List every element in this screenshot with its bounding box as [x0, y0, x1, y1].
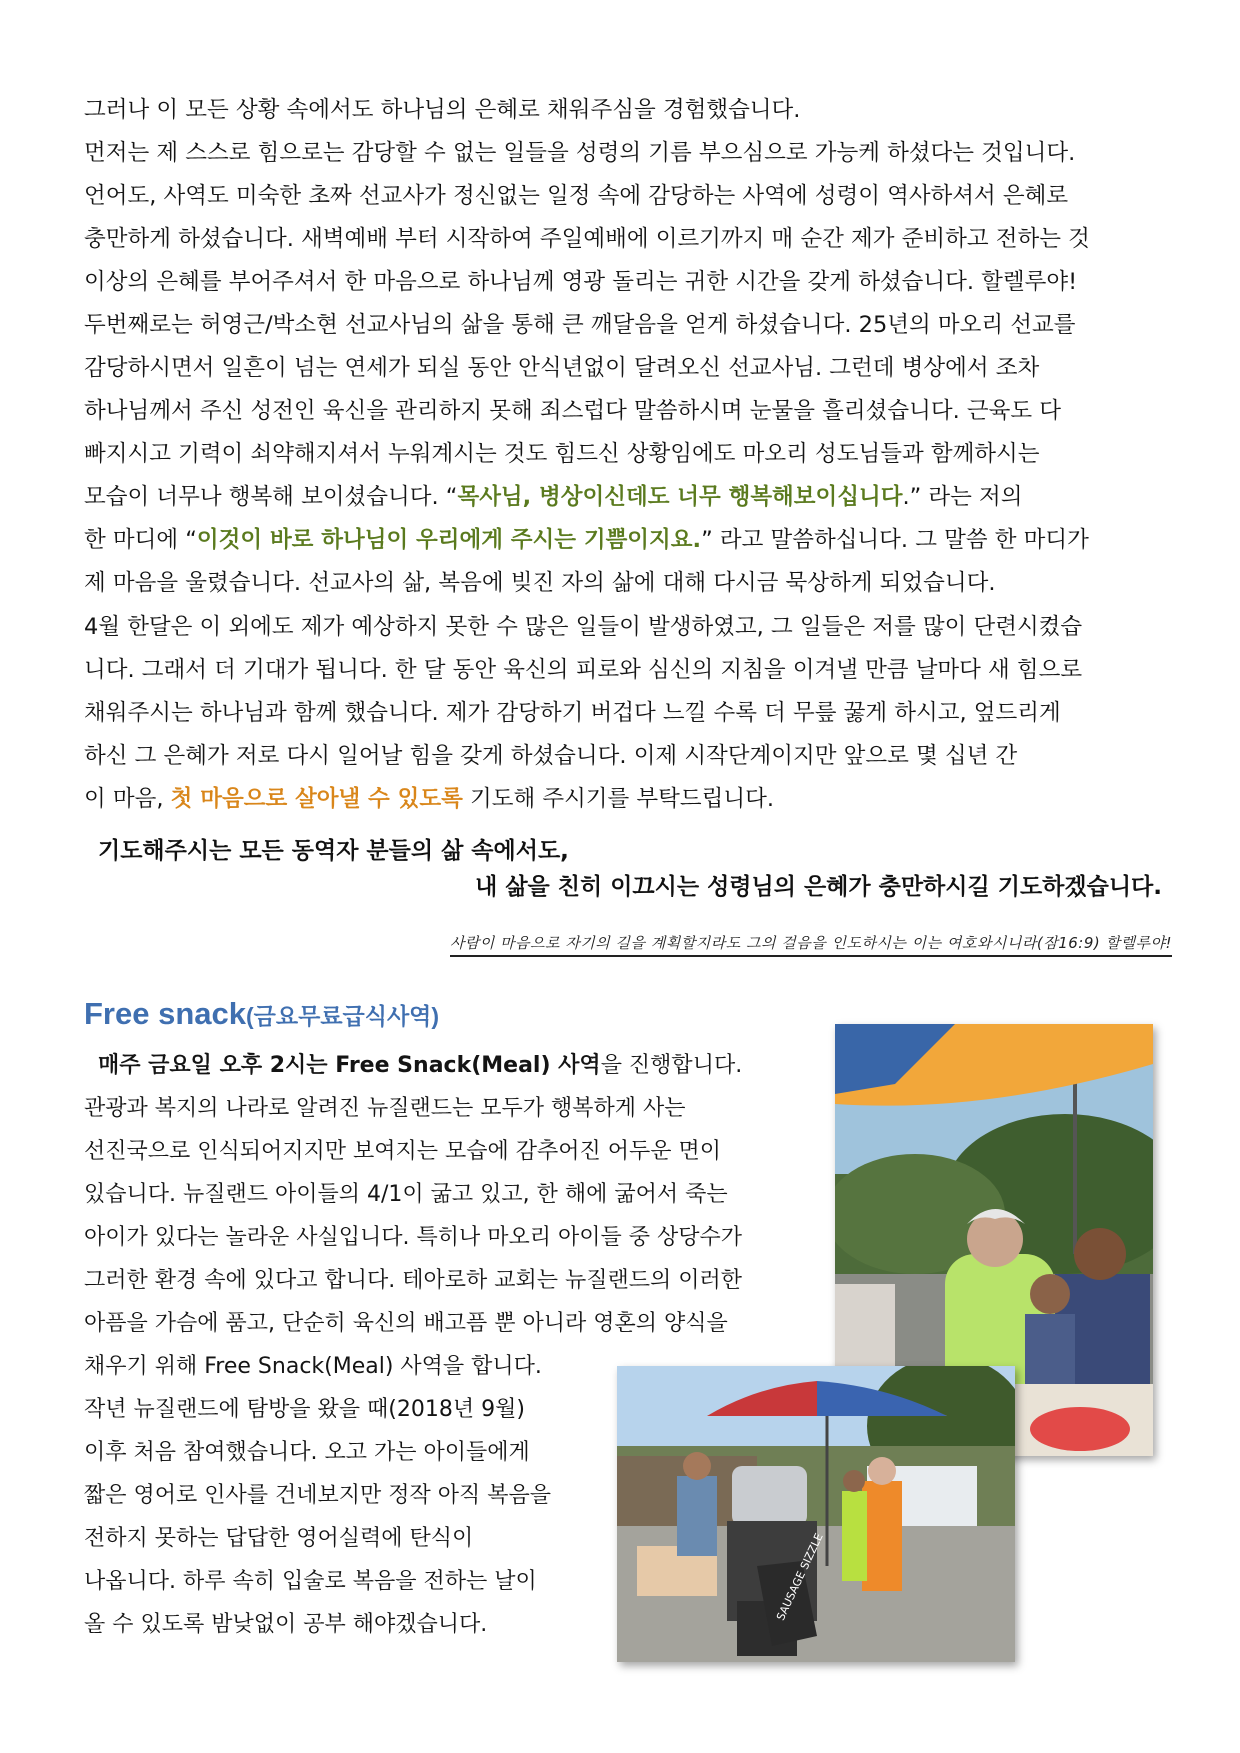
text-line: 먼저는 제 스스로 힘으로는 감당할 수 없는 일들을 성령의 기름 부으심으로 가능케 하셨다는 것입니다.	[84, 140, 1076, 166]
text-line: 채워주시는 하나님과 함께 했습니다. 제가 감당하기 버겁다 느낄 수록 더 무릎 꿇게 하시고, 엎드리게	[84, 700, 1061, 726]
bible-verse: 사람이 마음으로 자기의 길을 계획할지라도 그의 걸음을 인도하시는 이는 여호와시니라(잠16:9) 할렐루야!	[450, 932, 1172, 957]
highlight-quote: 이것이 바로 하나님이 우리에게 주시는 기쁨이지요.	[196, 527, 702, 553]
closing-line-2: 내 삶을 친히 이끄시는 성령님의 은혜가 충만하시길 기도하겠습니다.	[475, 874, 1162, 900]
text-line	[84, 519, 1169, 562]
paragraph-missionary	[84, 304, 1169, 605]
paragraph-grace	[84, 89, 1169, 304]
text-line: 그러나 이 모든 상황 속에서도 하나님의 은혜로 채워주심을 경험했습니다.	[84, 97, 801, 123]
text-line: 아이가 있다는 놀라운 사실입니다. 특히나 마오리 아이들 중 상당수가	[84, 1225, 742, 1250]
section-title-sub: (금요무료급식사역)	[246, 1003, 440, 1029]
text-line: 하나님께서 주신 성전인 육신을 관리하지 못해 죄스럽다 말씀하시며 눈물을 흘리셨습니다. 근육도 다	[84, 398, 1061, 424]
text-line	[84, 476, 1169, 519]
text-segment: 모습이 너무나 행복해 보이셨습니다. “	[84, 484, 458, 510]
text-line: 짧은 영어로 인사를 건네보지만 정작 아직 복음을	[84, 1483, 552, 1508]
text-line	[84, 1044, 824, 1087]
text-line: 작년 뉴질랜드에 탐방을 왔을 때(2018년 9월)	[84, 1397, 525, 1422]
text-line: 이상의 은혜를 부어주셔서 한 마음으로 하나님께 영광 돌리는 귀한 시간을 갖게 하셨습니다. 할렐루야!	[84, 269, 1078, 295]
photo-sausage-sizzle-stand	[617, 1366, 1015, 1662]
text-segment: 기도해 주시기를 부탁드립니다.	[462, 786, 774, 812]
text-line: 전하지 못하는 답답한 영어실력에 탄식이	[84, 1526, 474, 1551]
highlight-phrase: 첫 마음으로 살아낼 수 있도록	[170, 786, 463, 812]
text-line: 그러한 환경 속에 있다고 합니다. 테아로하 교회는 뉴질랜드의 이러한	[84, 1268, 742, 1293]
text-line: 하신 그 은혜가 저로 다시 일어날 힘을 갖게 하셨습니다. 이제 시작단계이지만 앞으로 몇 십년 간	[84, 743, 1018, 769]
text-line: 충만하게 하셨습니다. 새벽예배 부터 시작하여 주일예배에 이르기까지 매 순간 제가 준비하고 전하는 것	[84, 226, 1090, 252]
text-line: 있습니다. 뉴질랜드 아이들의 4/1이 굶고 있고, 한 해에 굶어서 죽는	[84, 1182, 728, 1207]
text-segment: 을 진행합니다.	[600, 1053, 743, 1078]
text-line: 두번째로는 허영근/박소현 선교사님의 삶을 통해 큰 깨달음을 얻게 하셨습니다. 25년의 마오리 선교를	[84, 312, 1076, 338]
free-snack-paragraph-2	[84, 1388, 604, 1646]
text-line: 선진국으로 인식되어지지만 보여지는 모습에 감추어진 어두운 면이	[84, 1139, 722, 1164]
free-snack-paragraph	[84, 1044, 824, 1388]
text-segment: .” 라는 저의	[902, 484, 1023, 510]
intro-bold: 매주 금요일 오후 2시는 Free Snack(Meal) 사역	[98, 1053, 601, 1078]
text-line: 아픔을 가슴에 품고, 단순히 육신의 배고픔 뿐 아니라 영혼의 양식을	[84, 1311, 728, 1336]
text-segment: 한 마디에 “	[84, 527, 197, 553]
text-line: 나옵니다. 하루 속히 입술로 복음을 전하는 날이	[84, 1569, 537, 1594]
text-line: 빠지시고 기력이 쇠약해지셔서 누워계시는 것도 힘드신 상황임에도 마오리 성도님들과 함께하시는	[84, 441, 1040, 467]
paragraph-april	[84, 606, 1169, 821]
text-line	[84, 778, 1169, 821]
text-line: 4월 한달은 이 외에도 제가 예상하지 못한 수 많은 일들이 발생하였고, 그 일들은 저를 많이 단련시켰습	[84, 614, 1083, 640]
text-line: 이후 처음 참여했습니다. 오고 가는 아이들에게	[84, 1440, 530, 1465]
text-segment: 이 마음,	[84, 786, 171, 812]
text-segment: ” 라고 말씀하십니다. 그 말씀 한 마디가	[701, 527, 1089, 553]
section-title	[84, 996, 439, 1032]
text-line: 언어도, 사역도 미숙한 초짜 선교사가 정신없는 일정 속에 감당하는 사역에 성령이 역사하셔서 은혜로	[84, 183, 1069, 209]
text-line: 채우기 위해 Free Snack(Meal) 사역을 합니다.	[84, 1354, 542, 1379]
highlight-quote: 목사님, 병상이신데도 너무 행복해보이십니다	[457, 484, 903, 510]
closing-line-1: 기도해주시는 모든 동역자 분들의 삶 속에서도,	[98, 838, 569, 864]
sign-text: SAUSAGE SIZZLE	[774, 1531, 826, 1623]
text-line: 니다. 그래서 더 기대가 됩니다. 한 달 동안 육신의 피로와 심신의 지침을 이겨낼 만큼 날마다 새 힘으로	[84, 657, 1083, 683]
section-title-main: Free snack	[84, 996, 246, 1031]
text-line: 제 마음을 울렸습니다. 선교사의 삶, 복음에 빚진 자의 삶에 대해 다시금 묵상하게 되었습니다.	[84, 570, 996, 596]
text-line: 올 수 있도록 밤낮없이 공부 해야겠습니다.	[84, 1612, 488, 1637]
text-line: 감당하시면서 일흔이 넘는 연세가 되실 동안 안식년없이 달려오신 선교사님. 그런데 병상에서 조차	[84, 355, 1040, 381]
text-line: 관광과 복지의 나라로 알려진 뉴질랜드는 모두가 행복하게 사는	[84, 1096, 686, 1121]
